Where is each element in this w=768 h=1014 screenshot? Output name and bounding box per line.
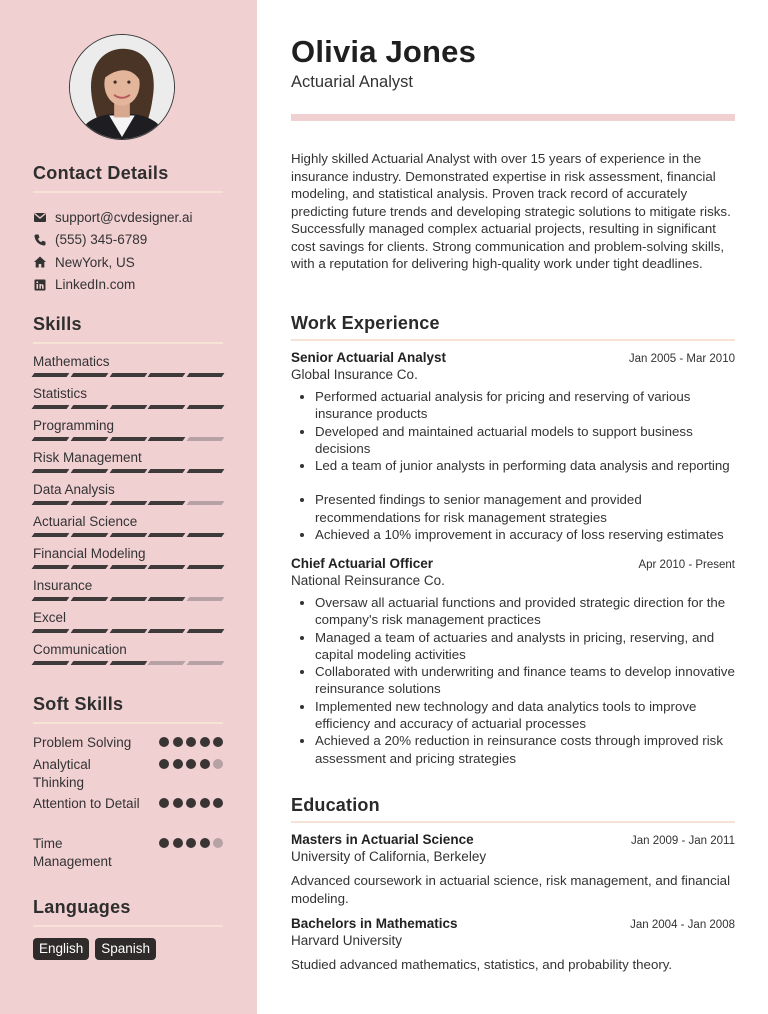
skill-item: [33, 385, 223, 417]
skills-heading: Skills: [33, 314, 82, 334]
rating-dot: [213, 759, 223, 769]
rating-dot: [173, 798, 183, 808]
rating-dot: [173, 759, 183, 769]
skill-level-bars: [33, 373, 223, 377]
soft-skill-item: [33, 835, 223, 875]
skill-level-segment: [148, 533, 186, 537]
skill-level-segment: [70, 405, 108, 409]
skill-level-segment: [70, 629, 108, 633]
skill-name: Actuarial Science: [33, 514, 138, 529]
job-title: Senior Actuarial Analyst: [291, 350, 447, 365]
skill-item: [33, 513, 223, 545]
skill-level-bars: [33, 597, 223, 601]
envelope-icon: [33, 210, 47, 224]
soft-skill-rating: [159, 737, 223, 747]
skill-level-segment: [187, 405, 225, 409]
soft-skills-section: [33, 694, 223, 875]
skill-level-segment: [109, 629, 147, 633]
skill-level-segment: [109, 533, 147, 537]
skill-level-bars: [33, 405, 223, 409]
skill-name: Programming: [33, 418, 115, 433]
degree-title: Masters in Actuarial Science: [291, 832, 474, 847]
skill-level-segment: [70, 469, 108, 473]
rating-dot: [159, 838, 169, 848]
languages-section: [33, 897, 223, 960]
skill-level-segment: [148, 629, 186, 633]
rating-dot: [213, 798, 223, 808]
education-entry: [291, 916, 735, 974]
skill-level-segment: [32, 565, 70, 569]
skill-level-segment: [70, 597, 108, 601]
education-divider: [291, 821, 735, 823]
work-divider: [291, 339, 735, 341]
profile-photo: [69, 34, 175, 140]
skill-level-segment: [109, 661, 147, 665]
job-entry: [291, 350, 735, 543]
skill-name: Communication: [33, 642, 127, 657]
skill-level-segment: [32, 629, 70, 633]
soft-skill-rating: [159, 798, 223, 808]
skill-level-segment: [187, 533, 225, 537]
linkedin-icon: [33, 278, 47, 292]
skill-level-segment: [148, 597, 186, 601]
skill-level-segment: [109, 405, 147, 409]
education-date: Jan 2004 - Jan 2008: [630, 919, 735, 931]
skill-level-segment: [70, 373, 108, 377]
skill-level-bars: [33, 629, 223, 633]
education-heading: Education: [291, 795, 380, 815]
skill-level-segment: [148, 501, 186, 505]
skill-level-segment: [148, 437, 186, 441]
language-tag: Spanish: [95, 938, 156, 960]
job-header: [291, 350, 735, 365]
skill-level-segment: [109, 437, 147, 441]
skill-level-segment: [187, 501, 225, 505]
contact-phone[interactable]: [33, 229, 223, 252]
job-bullet: Presented findings to senior management and provided recommendations for risk management strategies: [291, 491, 735, 526]
skill-level-segment: [32, 373, 70, 377]
job-title: Chief Actuarial Officer: [291, 556, 434, 571]
contact-divider: [33, 191, 223, 193]
skill-level-bars: [33, 565, 223, 569]
rating-dot: [159, 798, 169, 808]
soft-skill-name: Time Management: [33, 836, 112, 869]
skill-level-segment: [32, 597, 70, 601]
sidebar: [0, 0, 257, 1014]
candidate-name: Olivia Jones: [291, 34, 477, 69]
job-header: [291, 556, 735, 571]
skill-item: [33, 641, 223, 673]
soft-skill-item: [33, 795, 223, 835]
rating-dot: [186, 838, 196, 848]
job-entry: [291, 556, 735, 767]
skill-item: [33, 609, 223, 641]
rating-dot: [213, 737, 223, 747]
skill-level-segment: [109, 469, 147, 473]
skill-level-bars: [33, 469, 223, 473]
contact-email-text: support@cvdesigner.ai: [55, 209, 193, 225]
skill-item: [33, 577, 223, 609]
soft-skills-heading: Soft Skills: [33, 694, 124, 714]
languages-divider: [33, 925, 223, 927]
job-date: Apr 2010 - Present: [638, 559, 735, 571]
skill-level-segment: [32, 405, 70, 409]
skill-name: Risk Management: [33, 450, 142, 465]
rating-dot: [200, 737, 210, 747]
education-description: Studied advanced mathematics, statistics, and probability theory.: [291, 957, 673, 972]
school-name: Harvard University: [291, 933, 403, 948]
skill-level-segment: [187, 629, 225, 633]
rating-dot: [173, 838, 183, 848]
rating-dot: [159, 737, 169, 747]
job-bullet: Performed actuarial analysis for pricing and reserving of various insurance products: [291, 388, 735, 423]
skill-level-segment: [187, 565, 225, 569]
skill-name: Mathematics: [33, 354, 110, 369]
skill-level-segment: [70, 565, 108, 569]
soft-skill-name: Problem Solving: [33, 735, 132, 750]
rating-dot: [200, 838, 210, 848]
contact-heading: Contact Details: [33, 163, 169, 183]
skill-level-segment: [148, 661, 186, 665]
job-bullet: Achieved a 20% reduction in reinsurance costs through improved risk assessment and pricing strategies: [291, 732, 735, 767]
rating-dot: [200, 759, 210, 769]
languages-heading: Languages: [33, 897, 131, 917]
skill-level-segment: [32, 501, 70, 505]
contact-phone-text: (555) 345-6789: [55, 232, 148, 248]
skill-level-segment: [70, 501, 108, 505]
soft-skill-name: Analytical Thinking: [33, 757, 91, 790]
skill-level-segment: [148, 373, 186, 377]
skill-item: [33, 545, 223, 577]
soft-skills-list: [33, 734, 223, 875]
job-bullet: Oversaw all actuarial functions and provided strategic direction for the company's risk management practices: [291, 594, 735, 629]
contact-email[interactable]: [33, 206, 223, 229]
skill-level-segment: [70, 437, 108, 441]
soft-skill-rating: [159, 838, 223, 848]
candidate-role: Actuarial Analyst: [291, 73, 413, 91]
degree-title: Bachelors in Mathematics: [291, 916, 458, 931]
job-company: National Reinsurance Co.: [291, 573, 445, 588]
skill-name: Excel: [33, 610, 67, 625]
rating-dot: [186, 759, 196, 769]
skill-level-segment: [187, 437, 225, 441]
education-entry: [291, 832, 735, 907]
job-bullets: [291, 594, 735, 767]
skill-level-segment: [148, 405, 186, 409]
work-heading: Work Experience: [291, 313, 440, 333]
rating-dot: [200, 798, 210, 808]
skill-name: Insurance: [33, 578, 93, 593]
skill-level-segment: [32, 469, 70, 473]
skill-item: [33, 417, 223, 449]
skill-name: Data Analysis: [33, 482, 115, 497]
skill-level-segment: [32, 533, 70, 537]
home-icon: [33, 255, 47, 269]
skill-level-bars: [33, 437, 223, 441]
skill-level-segment: [109, 501, 147, 505]
skill-item: [33, 481, 223, 513]
summary-text: Highly skilled Actuarial Analyst with over 15 years of experience in the insurance industry. Demonstrated expertise in risk assessment, financial modeling, and statistical analysis. Proven track record of accurately predicting future trends and developing strategic solutions to mitigate risks. Successfully managed complex actuarial projects, resulting in significant cost savings for clients. Strong communication and problem-solving skills, with a reputation for delivering high-quality work under tight deadlines.: [291, 151, 731, 271]
rating-dot: [186, 798, 196, 808]
skill-level-segment: [187, 597, 225, 601]
job-bullet: Led a team of junior analysts in performing data analysis and reporting: [291, 457, 735, 474]
job-bullet: Achieved a 10% improvement in accuracy of loss reserving estimates: [291, 526, 735, 543]
job-bullets: [291, 388, 735, 543]
skill-level-segment: [70, 533, 108, 537]
contact-linkedin[interactable]: [33, 274, 223, 297]
skill-level-segment: [109, 373, 147, 377]
contact-location-text: NewYork, US: [55, 254, 135, 270]
language-tag: English: [33, 938, 89, 960]
soft-skill-rating: [159, 759, 223, 769]
header-divider: [291, 114, 735, 121]
education-header: [291, 916, 735, 931]
rating-dot: [186, 737, 196, 747]
job-company: Global Insurance Co.: [291, 367, 418, 382]
skill-name: Financial Modeling: [33, 546, 146, 561]
education-date: Jan 2009 - Jan 2011: [630, 835, 735, 847]
skill-level-segment: [187, 373, 225, 377]
job-bullet: Implemented new technology and data analytics tools to improve efficiency and accuracy of actuarial processes: [291, 698, 735, 733]
job-bullet: Collaborated with underwriting and finance teams to develop innovative reinsurance solutions: [291, 663, 735, 698]
skill-level-segment: [148, 469, 186, 473]
skills-divider: [33, 342, 223, 344]
skill-level-segment: [32, 437, 70, 441]
soft-skill-item: [33, 734, 223, 756]
soft-skills-divider: [33, 722, 223, 724]
education-description: Advanced coursework in actuarial science, risk management, and financial modeling.: [291, 873, 731, 906]
portrait-image: [70, 35, 174, 139]
soft-skill-name: Attention to Detail: [33, 796, 140, 811]
school-name: University of California, Berkeley: [291, 849, 487, 864]
rating-dot: [173, 737, 183, 747]
skill-level-segment: [109, 565, 147, 569]
soft-skill-item: [33, 756, 223, 795]
contact-linkedin-text: LinkedIn.com: [55, 277, 136, 293]
skill-level-segment: [109, 597, 147, 601]
skill-level-segment: [187, 469, 225, 473]
skill-level-bars: [33, 533, 223, 537]
skill-item: [33, 449, 223, 481]
rating-dot: [159, 759, 169, 769]
skills-list: [33, 353, 223, 673]
skill-item: [33, 353, 223, 385]
skill-level-segment: [187, 661, 225, 665]
rating-dot: [213, 838, 223, 848]
phone-icon: [33, 233, 47, 247]
skills-section: [33, 314, 223, 673]
skill-name: Statistics: [33, 386, 88, 401]
job-date: Jan 2005 - Mar 2010: [628, 353, 735, 365]
skill-level-segment: [70, 661, 108, 665]
contact-location: [33, 251, 223, 274]
skill-level-bars: [33, 501, 223, 505]
skill-level-bars: [33, 661, 223, 665]
job-bullet: Developed and maintained actuarial models to support business decisions: [291, 423, 735, 458]
languages-list: [33, 938, 223, 960]
education-header: [291, 832, 735, 847]
skill-level-segment: [32, 661, 70, 665]
contact-section: [33, 163, 223, 296]
job-bullet: Managed a team of actuaries and analysts in pricing, reserving, and capital modeling activities: [291, 629, 735, 664]
skill-level-segment: [148, 565, 186, 569]
